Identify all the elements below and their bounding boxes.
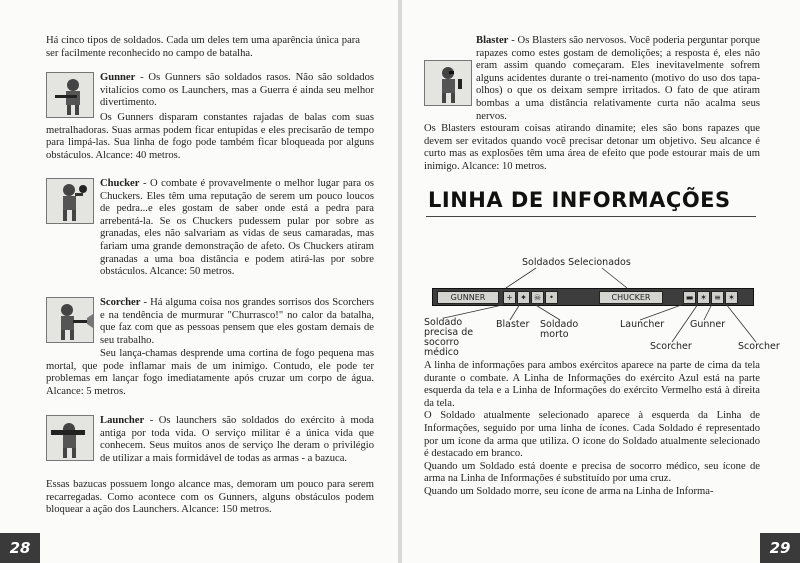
page-number-left: 28 <box>0 533 40 563</box>
scorcher-icon: ✶ <box>725 291 738 304</box>
intro-paragraph: Há cinco tipos de soldados. Cada um deles tem uma aparência única para ser facilmente reconhecido no campo de batalha. <box>46 35 360 59</box>
weapon-icon: • <box>545 291 558 304</box>
right-page <box>402 0 800 563</box>
chucker-name: Chucker <box>100 178 140 189</box>
chucker-illustration <box>46 178 94 224</box>
selected-soldiers-label: Soldados Selecionados <box>522 257 631 268</box>
scorcher-label-1: Scorcher <box>650 341 692 352</box>
launcher-description: Launcher - Os launchers são soldados do exército à moda antiga por toda vida. O serviço militar é a única vida que conhecem. Seus muitos anos de serviço lhe deram o privilégio de utilizar a mais formidável de todas as armas - a bazuca. <box>100 415 374 464</box>
scorcher-details: Seu lança-chamas desprende uma cortina de fogo pequena mas mortal, que pode inflamar mais de um inimigo. Contudo, ele pode ter problemas em lançar fogo imediatamente após cruzar um corpo de água. Alcance: 5 metros. <box>46 348 374 397</box>
scorcher-name: Scorcher <box>100 297 141 308</box>
gunner-details: Os Gunners disparam constantes rajadas de balas com suas metralhadoras. Suas armas podem ficar entupidas e eles precisarão de tempo para limpá-las. Sua linha de fogo pode também ficar bloqueada por alguns obstáculos. Alcance: 40 metros. <box>46 112 374 161</box>
chucker-description: Chucker - O combate é provavelmente o melhor lugar para os Chuckers. Eles têm uma reputação de serem um pouco loucos de pedra...e eles gostam de saber onde está a pedra para arrebentá-la. Se os Chuckers pudessem pular por sobre as granadas, eles não salvariam as vidas de seus camaradas, mas fariam uma grande demonstração de afeto. Os Chuckers atiram granadas a uma boa distância e podem atirá-las por sobre obstáculos. Alcance: 50 metros. <box>100 178 374 278</box>
skull-icon: ☠ <box>531 291 544 304</box>
blaster-name: Blaster <box>476 35 509 46</box>
launcher-details: Essas bazucas possuem longo alcance mas, demoram um pouco para serem recarregadas. Como acontece com os Gunners, alguns obstáculos podem bloquear a ação dos Launchers. Alcance: 150 metros. <box>46 479 374 516</box>
launcher-name: Launcher <box>100 415 145 426</box>
gunner-icon: ≡ <box>711 291 724 304</box>
launcher-icon: ▬ <box>683 291 696 304</box>
info-line-bar <box>432 288 754 306</box>
gunner-label: Gunner <box>690 319 726 330</box>
blaster-description: Blaster - Os Blasters são nervosos. Você poderia perguntar porque rapazes como estes gostam de demolições; a resposta é, eles não eram assim quando começaram. Eles inevitavelmente sofrem alguns acidentes durante o trei-namento (motivo do uso dos tapa-olhos) o que os deixam sempre irritados. O fato de que atiram bombas a uma distância relativamente curta não acalma seus nervos. Os Blasters estouram coisas atirando dinamite; eles são bons rapazes que devem ser evitados quando você precisar detonar um objetivo. Seu alcance é curto mas as explosões têm uma área de efeito que pode estourar mais de um inimigo. Alcance: 10 metros. <box>424 35 760 172</box>
medic-label: Soldado precisa de socorro médico <box>424 317 474 358</box>
blaster-label: Blaster <box>496 319 530 330</box>
gunner-name: Gunner <box>100 72 136 83</box>
scorcher-icon: ✶ <box>697 291 710 304</box>
section-title: LINHA DE INFORMAÇÕES <box>428 188 731 212</box>
scorcher-illustration <box>46 297 94 343</box>
blaster-icon: ✦ <box>517 291 530 304</box>
gunner-description: Gunner - Os Gunners são soldados rasos. Não são soldados vitalícios como os Launchers, mas a Guerra é ainda seu melhor divertimento. <box>100 72 374 109</box>
medic-cross-icon: + <box>503 291 516 304</box>
section-divider <box>426 216 756 217</box>
dead-label: Soldado morto <box>540 319 579 340</box>
launcher-label: Launcher <box>620 319 665 330</box>
scorcher-label-2: Scorcher <box>738 341 780 352</box>
page-number-right: 29 <box>760 533 800 563</box>
selected-soldier-right: CHUCKER <box>599 291 663 304</box>
scorcher-description: Scorcher - Há alguma coisa nos grandes sorrisos dos Scorchers e na tendência de murmurar "Churrasco!" no calor da batalha, que faz com que as pessoas pensem que eles gostam demais de seu trabalho. <box>100 297 374 346</box>
left-page <box>0 0 398 563</box>
selected-soldier-left: GUNNER <box>437 291 499 304</box>
launcher-illustration <box>46 415 94 461</box>
info-line-text: A linha de informações para ambos exércitos aparece na parte de cima da tela durante o combate. A Linha de Informações do exército Azul está na parte esquerda da tela e a Linha de Informações do exército Vermelho está à direita da tela. O Soldado atualmente selecionado aparece à esquerda da Linha de Informações, seguido por uma linha de ícones. Cada Soldado é representado por um ícone da arma que utiliza. O ícone do Soldado atualmente selecionado é destacado em branco. Quando um Soldado está doente e precisa de socorro médico, seu ícone de arma na Linha de Informações é substituído por uma cruz. Quando um Soldado morre, seu ícone de arma na Linha de Informa- <box>424 360 760 497</box>
